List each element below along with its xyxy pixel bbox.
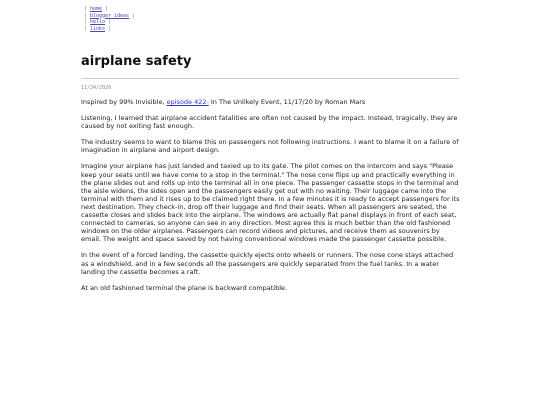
nav-item-home: | home | — [84, 6, 109, 12]
title-divider — [81, 78, 459, 79]
nav-item-blogger-ideas: | blogger ideas | — [84, 12, 136, 19]
post-body — [81, 98, 461, 300]
nav-link-blogger-ideas[interactable]: blogger ideas — [90, 12, 130, 19]
post-paragraph-4: In the event of a forced landing, the cassette quickly ejects onto wheels or runners. The nose cone stays attached as a windshield, and in a few seconds all the passengers are quickly separated from the fuel tanks. In a water landing the cassette becomes a raft. — [81, 251, 454, 276]
post-intro — [81, 98, 461, 106]
post-date: 11/24/2020 — [81, 85, 112, 91]
episode-link[interactable]: episode 422- — [166, 98, 209, 106]
nav-link-hello[interactable]: hello — [90, 19, 106, 25]
post-paragraph-5: At an old fashioned terminal the plane is backward compatible. — [81, 283, 288, 292]
post-title: airplane safety — [81, 54, 192, 69]
intro-text-before: Inspired by 99% Invisible, — [81, 98, 167, 106]
nav-item-links: | links | — [84, 25, 112, 32]
nav-link-home[interactable]: home — [90, 6, 103, 12]
post-paragraph-2: The industry seems to want to blame this on passengers not following instructions. I want to blame it on a failure of imagination in airplane and airport design. — [81, 138, 459, 155]
intro-text-after: In The Unlikely Event, 11/17/20 by Roman Mars — [208, 98, 366, 106]
post-paragraph-1: Listening, I learned that airplane accident fatalities are often not caused by the impact. Instead, tragically, they are caused by not exiting fast enough. — [81, 114, 458, 131]
post-paragraph-3: Imagine your airplane has just landed and taxied up to its gate. The pilot comes on the intercom and says "Please keep your seats until we have come to a stop in the terminal." The nose cone flips up and practically everything in the plane slides out and rolls up into the terminal all in one piece. The passenger cassette stops in the terminal and the aisle widens, the sides open and the passengers easily get out with no waiting. Their luggage came into the terminal with them and it rises up to be claimed right there. In a few minutes it is ready to accept passengers for its next destination. They check-in, drop off their luggage and find their seats. When all passengers are seated, the cassette closes and slides back into the airplane. The windows are actually flat panel displays in front of each seat, connected to cameras, so anyone can see in any direction. Most agree this is much better than the old fashioned windows on the older airplanes. Passengers can record videos and pictures, and receive them as souvenirs by email. The weight and space saved by not having conventional windows made the passenger cassette possible. — [81, 162, 460, 244]
nav-link-links[interactable]: links — [90, 25, 106, 32]
nav-item-hello: | hello | — [84, 19, 112, 25]
site-nav — [84, 6, 135, 32]
